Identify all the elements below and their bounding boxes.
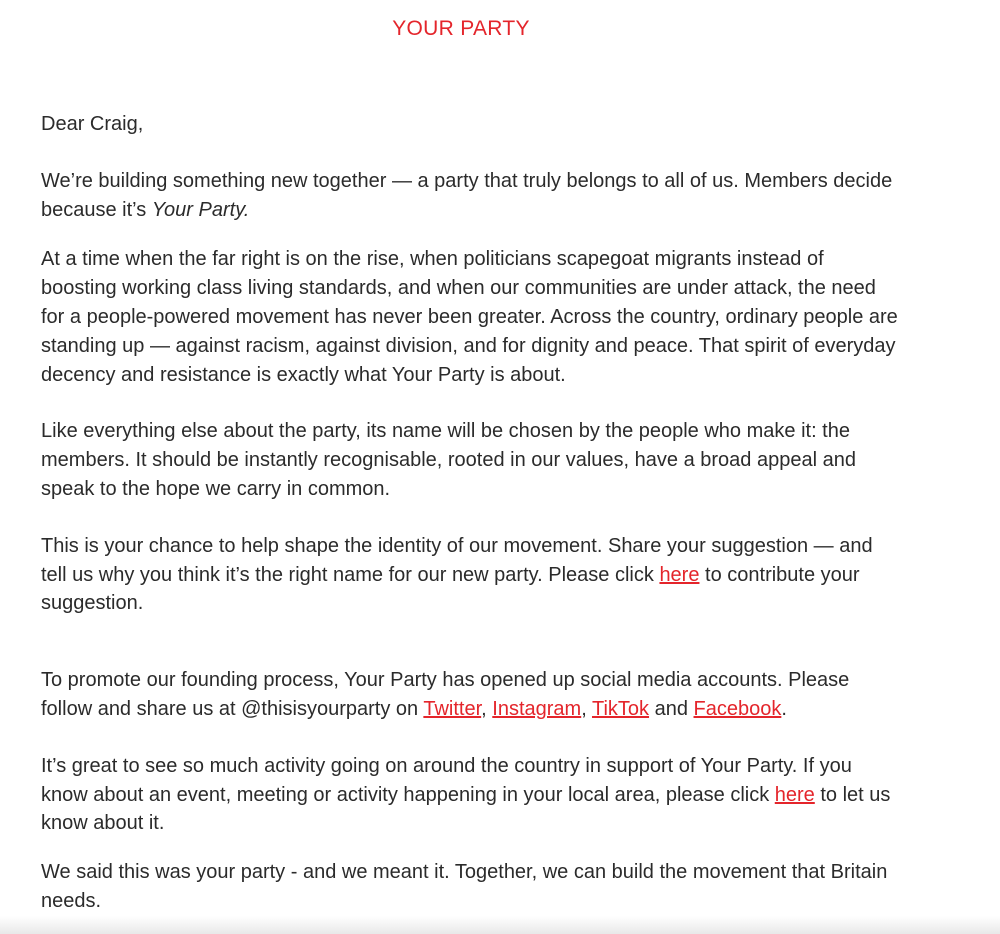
tiktok-link[interactable]: TikTok [591,697,650,720]
suggestion-here-link[interactable]: here [659,563,700,586]
paragraph-social [41,666,901,724]
paragraph-closing: We said this was your party - and we meant it. Together, we can build the movement that Britain needs. [41,861,888,912]
social-text-before: To promote our founding process, Your Party has opened up social media accounts. Please follow and share us at @thisisyourparty on [41,669,850,720]
intro-text: We’re building something new together — a party that truly belongs to all of us. Members decide because it’s [41,169,893,221]
events-text-after: to let us know about it. [41,783,891,835]
bottom-fade [0,916,1000,934]
social-separator: , [581,697,592,720]
paragraph-events [41,752,901,838]
greeting: Dear Craig, [41,113,144,135]
social-separator: , [481,697,493,720]
facebook-link[interactable]: Facebook [693,697,782,720]
events-text-before: It’s great to see so much activity going on around the country in support of Your Party. If you know about an event, meeting or activity happening in your local area, please click [41,754,852,806]
social-end: . [781,697,787,720]
intro-emphasis: Your Party. [151,198,250,221]
paragraph-naming: Like everything else about the party, its name will be chosen by the people who make it: the members. It should be instantly recognisable, rooted in our values, have a broad appeal and speak to the hope we carry in common. [41,420,856,500]
paragraph-suggestion [41,532,901,618]
brand-title: YOUR PARTY [392,17,530,40]
email-body [41,110,901,916]
instagram-link[interactable]: Instagram [492,697,582,720]
paragraph-intro [41,167,901,225]
suggestion-text-before: This is your chance to help shape the identity of our movement. Share your suggestion — and tell us why you think it’s the right name for our new party. Please click [41,534,873,586]
suggestion-text-after: to contribute your suggestion. [41,563,860,615]
twitter-link[interactable]: Twitter [423,697,482,720]
events-here-link[interactable]: here [774,783,815,806]
social-and: and [649,697,694,720]
paragraph-context: At a time when the far right is on the rise, when politicians scapegoat migrants instead of boosting working class living standards, and when our communities are under attack, the need for a people-powered movement has never been greater. Across the country, ordinary people are standing up — against racism, against division, and for dignity and peace. That spirit of everyday decency and resistance is exactly what Your Party is about. [41,248,898,386]
